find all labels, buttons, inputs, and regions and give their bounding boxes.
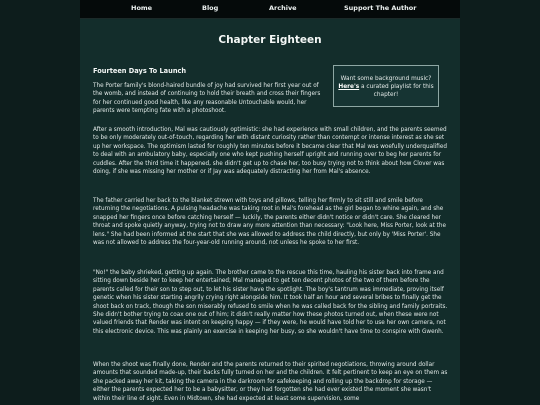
story-paragraph: After a smooth introduction, Mal was cautiously optimistic: she had experience with small children, and the parents seemed to be only moderately out-of-touch, regarding her with distant curiosity rather than contempt or intense interest as she set up her workspace. The optimism lasted for roughly ten minutes before it became clear that Mal was woefully underqualified to deal with an ambulatory baby, especially one who kept pushing herself upright and running over to beg her parents for cuddles. After the third time it happened, she didn't get up to chase her, too busy trying not to think about how Clover was doing, if she was missing her mother or if Jay was adequately distracting her from Mal's absence. (93, 127, 447, 176)
section-heading: Fourteen Days To Launch (93, 67, 187, 75)
playlist-link[interactable]: Here's (338, 84, 360, 90)
top-navigation-bar (80, 0, 460, 19)
callout-text-2: a curated playlist for this chapter! (361, 84, 434, 98)
nav-link-blog[interactable]: Blog (202, 4, 219, 12)
story-paragraph: The Porter family's blond-haired bundle of joy had survived her first year out of the womb, and instead of continuing to hold their breath and cross their fingers for her continued good health, like any reasonable Untouchable would, her parents were tempting fate with a photoshoot. (93, 83, 321, 115)
story-paragraph: When the shoot was finally done, Render and the parents returned to their spirited negotiations, throwing around dollar amounts that sounded made-up, their backs fully turned on her and the children. It felt pertinent to keep an eye on them as she packed away her kit, taking the camera in the darkroom for safekeeping and rolling up the backdrop for storage — either the parents expected her to be a babysitter, or they had forgotten she had ever existed the moment she wasn't within their line of sight. Even in Midtown, she had expected at least some supervision, some (93, 362, 448, 402)
nav-link-support-the-author[interactable]: Support The Author (344, 4, 417, 12)
callout-text: Want some background music? (340, 76, 432, 82)
page-title: Chapter Eighteen (218, 34, 322, 46)
story-paragraph: The father carried her back to the blanket strewn with toys and pillows, telling her firmly to sit still and smile before returning the negotiations. A pulsing headache was taking root in Mal's forehead as the girl began to whine again, and she snapped her fingers once before catching herself — luckily, the parents either didn't notice or didn't care. She cleared her throat and spoke quietly anyway, trying not to draw any more attention than necessary: "Look here, Miss Porter, look at the lens." She had been informed at the start that she was allowed to address the child directly, but only by 'Miss Porter'. She was not allowed to address the four-year-old running around, not unless he spoke to her first. (93, 198, 446, 247)
nav-link-home[interactable]: Home (131, 4, 153, 12)
music-callout-box (333, 65, 439, 107)
chapter-content (80, 19, 460, 405)
nav-link-archive[interactable]: Archive (269, 4, 297, 12)
story-paragraph: "No!" the baby shrieked, getting up again. The brother came to the rescue this time, hauling his sister back into frame and sitting down beside her to keep her entertained; Mal managed to get ten decent photos of the two of them before the parents called for their son to step out, to let his sister have the spotlight. The boy's tantrum was immediate, proving itself genetic when his sister starting angrily crying right alongside him. It took half an hour and several bribes to finally get the shoot back on track, though the son miserably refused to smile when he was called back for the sibling and family portraits. She didn't bother trying to coax one out of him; it didn't really matter how these photos turned out, when these were not valued friends that Render was intent on keeping happy — if they were, he would have told her to use her own camera, not this electronic device. This was plainly an exercise in keeping her busy, so she wouldn't have time to conspire with Gwenh. (93, 270, 448, 335)
